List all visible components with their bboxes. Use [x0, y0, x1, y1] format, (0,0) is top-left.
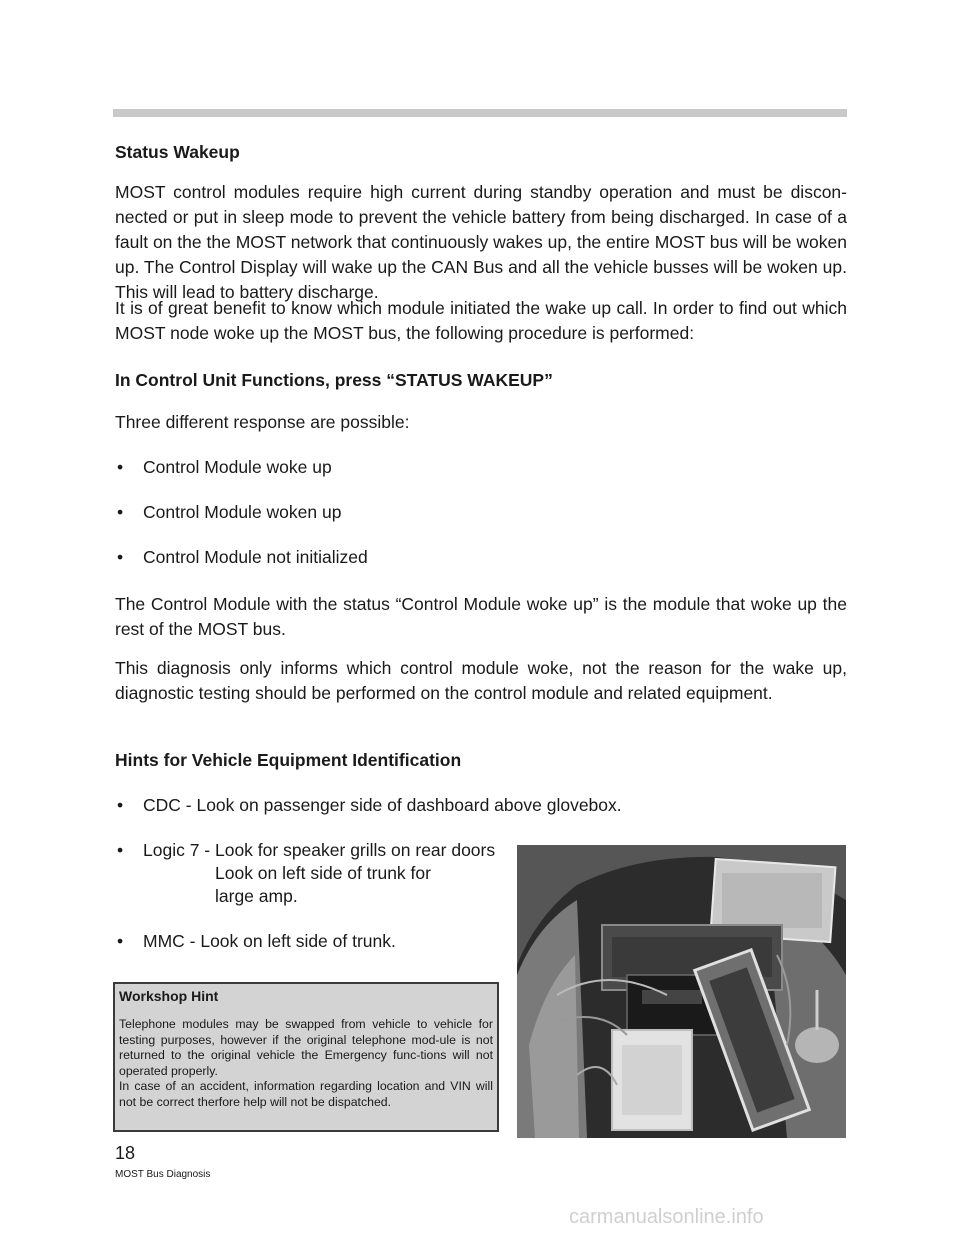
- hint-item-logic7-line3: large amp.: [215, 886, 298, 906]
- paragraph-benefit: It is of great benefit to know which module initiated the wake up call. In order to find out which MOST node woke up the MOST bus, the following procedure is performed:: [115, 298, 847, 343]
- workshop-hint-title: Workshop Hint: [119, 988, 219, 1004]
- page-number: 18: [115, 1143, 136, 1163]
- response-item: Control Module woke up: [143, 457, 332, 477]
- workshop-hint-body-accident: In case of an accident, information regarding location and VIN will not be correct therfore help will not be dispatched.: [119, 1079, 493, 1109]
- hint-item-logic7: Logic 7 - Look for speaker grills on rear doors: [143, 840, 496, 860]
- bullet-icon: •: [117, 795, 124, 815]
- response-item: Control Module not initialized: [143, 547, 368, 567]
- bullet-icon: •: [117, 931, 124, 951]
- responses-intro: Three different response are possible:: [115, 412, 410, 432]
- bullet-icon: •: [117, 840, 124, 860]
- bullet-icon: •: [117, 457, 124, 477]
- paragraph-standby: MOST control modules require high current during standby operation and must be discon-nected or put in sleep mode to prevent the vehicle battery from being discharged. In case of a fault on the the MOST network that continuously wakes up, the entire MOST bus will be woken up. The Control Display will wake up the CAN Bus and all the vehicle busses will be woken up. This will lead to battery discharge.: [115, 182, 847, 302]
- header-rule: [113, 109, 847, 117]
- hint-item-cdc: CDC - Look on passenger side of dashboard above glovebox.: [143, 795, 622, 815]
- instruction-status-wakeup: In Control Unit Functions, press “STATUS WAKEUP”: [115, 370, 553, 390]
- section-title-status-wakeup: Status Wakeup: [115, 142, 240, 162]
- hint-item-mmc: MMC - Look on left side of trunk.: [143, 931, 396, 951]
- workshop-hint-box: [113, 982, 499, 1132]
- bullet-icon: •: [117, 502, 124, 522]
- hint-item-logic7-line2: Look on left side of trunk for: [215, 863, 431, 883]
- trunk-photo: [517, 845, 846, 1138]
- watermark: carmanualsonline.info: [569, 1206, 764, 1228]
- section-title-hints: Hints for Vehicle Equipment Identification: [115, 750, 462, 770]
- bullet-icon: •: [117, 547, 124, 567]
- paragraph-diagnosis-note: This diagnosis only informs which control module woke, not the reason for the wake up, diagnostic testing should be performed on the control module and related equipment.: [115, 658, 847, 703]
- workshop-hint-body: Telephone modules may be swapped from vehicle to vehicle for testing purposes, however if the original telephone mod-ule is not returned to the original vehicle the Emergency func-tions will not operated properly.: [119, 1017, 493, 1078]
- paragraph-woke-up-result: The Control Module with the status “Control Module woke up” is the module that woke up the rest of the MOST bus.: [115, 594, 847, 639]
- response-item: Control Module woken up: [143, 502, 342, 522]
- footer-title: MOST Bus Diagnosis: [115, 1169, 211, 1180]
